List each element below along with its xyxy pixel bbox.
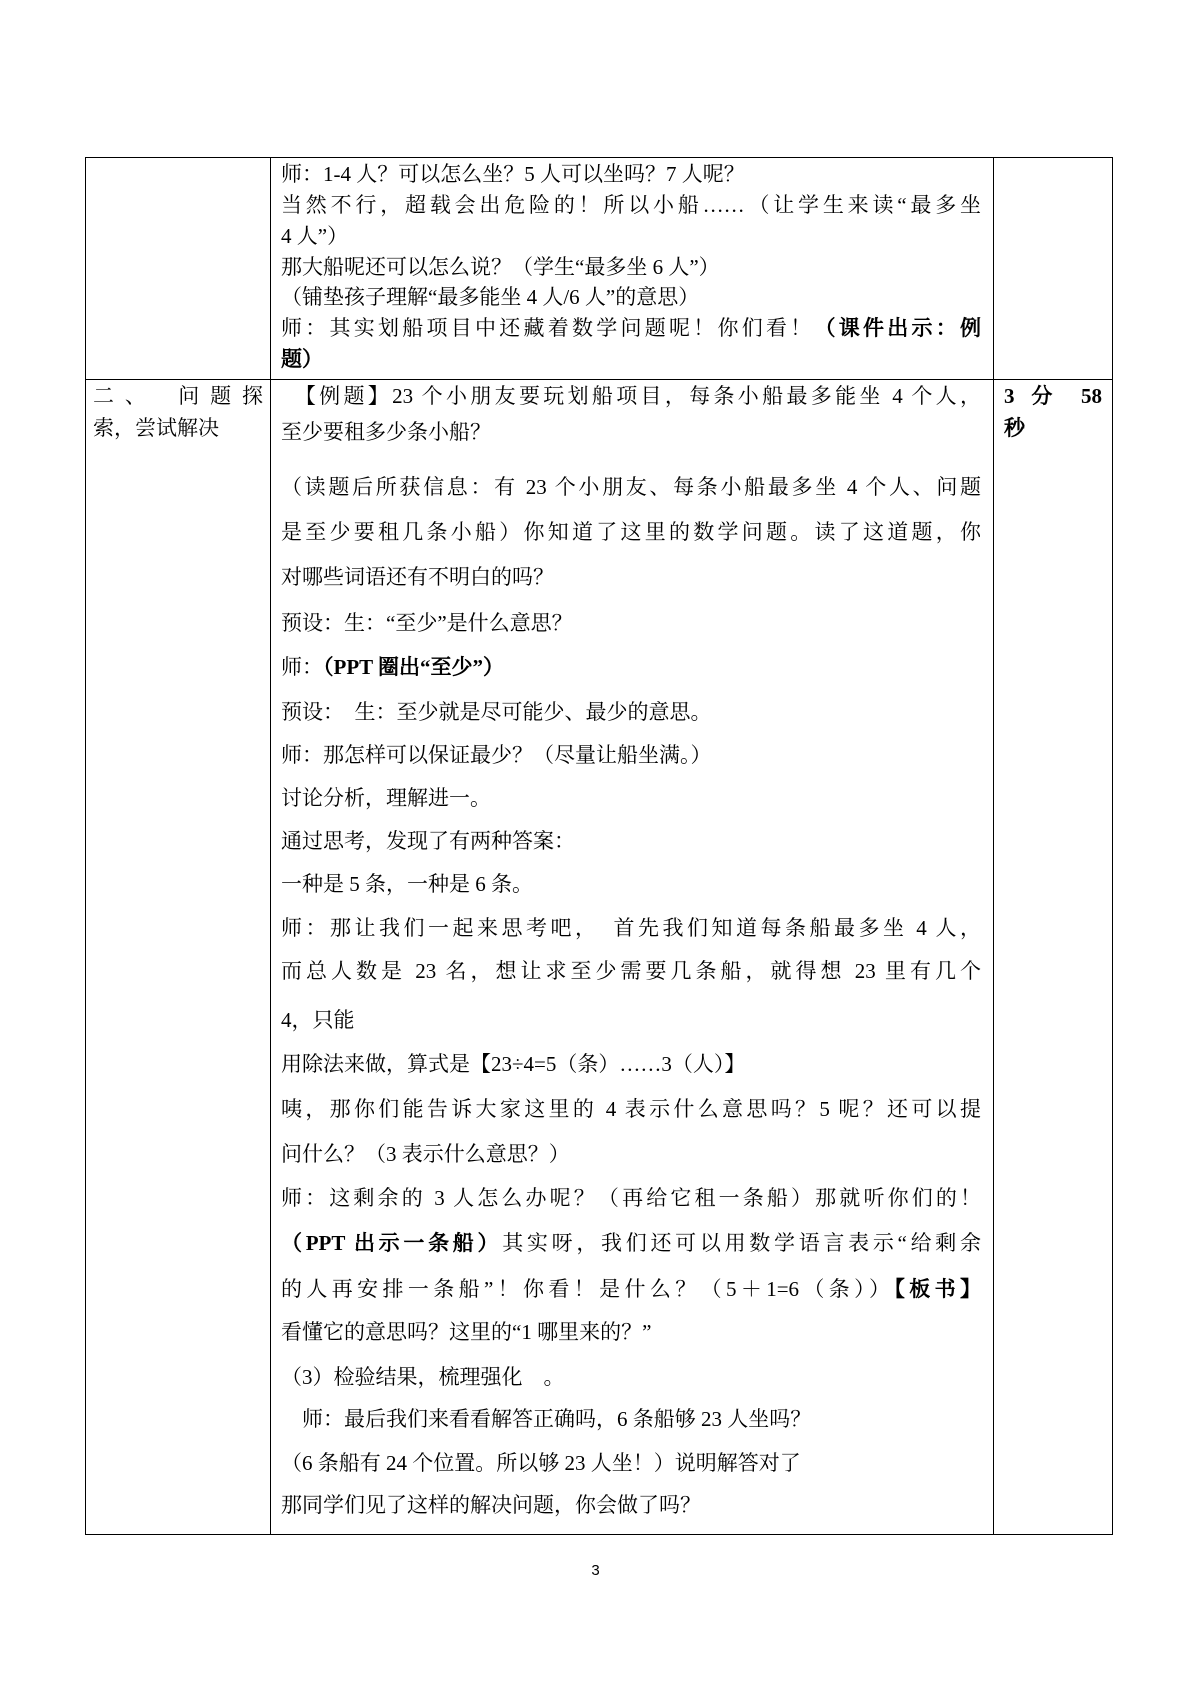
content-line: 那同学们见了这样的解决问题，你会做了吗？ xyxy=(281,1493,701,1517)
content-line: 师：最后我们来看看解答正确吗，6 条船够 23 人坐吗？ xyxy=(281,1407,812,1431)
content-line: （6 条船有 24 个位置。所以够 23 人坐！）说明解答对了 xyxy=(281,1451,801,1475)
time-duration-line: 3 分 58 xyxy=(1004,384,1102,408)
content-line: 当然不行，超载会出危险的！所以小船……（让学生来读“最多坐 xyxy=(281,193,981,217)
content-line: 师：那怎样可以保证最少？（尽量让船坐满。） xyxy=(281,743,712,767)
section-cell xyxy=(85,379,270,1535)
content-line: 4，只能 xyxy=(281,1008,355,1032)
content-line: 是至少要租几条小船）你知道了这里的数学问题。读了这道题，你 xyxy=(281,520,981,544)
content-line: 师：这剩余的 3 人怎么办呢？（再给它租一条船）那就听你们的！ xyxy=(281,1186,981,1210)
content-line: 而总人数是 23 名，想让求至少需要几条船，就得想 23 里有几个 xyxy=(281,959,981,983)
content-line xyxy=(281,313,981,343)
content-line-text: 的人再安排一条船”！你看！是什么？（5＋1=6（条）） xyxy=(281,1277,895,1301)
section-cell xyxy=(85,157,270,379)
section-title-line: 二、 问题探 xyxy=(93,384,263,408)
bold-emphasis: （PPT 圈出“至少”） xyxy=(323,655,505,679)
bold-emphasis: 【板书】 xyxy=(894,1277,981,1301)
content-line xyxy=(281,1274,981,1304)
content-line: 通过思考，发现了有两种答案： xyxy=(281,829,575,853)
time-duration-line: 秒 xyxy=(1004,416,1025,440)
lesson-plan-table xyxy=(85,157,1113,1535)
section-title-line: 索，尝试解决 xyxy=(93,416,219,440)
time-cell xyxy=(993,379,1113,1535)
content-line: 【例题】23 个小朋友要玩划船项目，每条小船最多能坐 4 个人， xyxy=(281,384,981,408)
content-line: 讨论分析，理解进一。 xyxy=(281,786,491,810)
content-line: 一种是 5 条，一种是 6 条。 xyxy=(281,872,533,896)
bold-emphasis: （课件出示：例 xyxy=(814,316,981,340)
content-line: 预设： 生：至少就是尽可能少、最少的意思。 xyxy=(281,700,712,724)
content-line-text: 师： xyxy=(281,655,323,679)
content-line xyxy=(281,652,981,682)
table-row xyxy=(85,157,1113,379)
content-line: 4 人”） xyxy=(281,224,349,248)
content-line: （铺垫孩子理解“最多能坐 4 人/6 人”的意思） xyxy=(281,285,700,309)
content-line-text: 师：其实划船项目中还藏着数学问题呢！你们看！ xyxy=(281,316,815,340)
content-line xyxy=(281,344,981,374)
content-line: 那大船呢还可以怎么说？（学生“最多坐 6 人”） xyxy=(281,255,720,279)
content-line: 用除法来做，算式是【23÷4=5（条）……3（人）】 xyxy=(281,1052,746,1076)
content-line: 问什么？（3 表示什么意思？） xyxy=(281,1142,570,1166)
content-line: 看懂它的意思吗？这里的“1 哪里来的？” xyxy=(281,1320,652,1344)
content-line: 师：那让我们一起来思考吧， 首先我们知道每条船最多坐 4 人， xyxy=(281,916,981,940)
page-number: 3 xyxy=(591,1562,600,1579)
content-cell xyxy=(270,379,993,1535)
content-line-text: 其实呀，我们还可以用数学语言表示“给剩余 xyxy=(502,1231,981,1255)
content-line: 师：1-4 人？可以怎么坐？5 人可以坐吗？7 人呢？ xyxy=(281,162,745,186)
table-row xyxy=(85,379,1113,1535)
content-line: （读题后所获信息：有 23 个小朋友、每条小船最多坐 4 个人、问题 xyxy=(281,475,981,499)
content-line: 至少要租多少条小船？ xyxy=(281,420,491,444)
content-line xyxy=(281,1228,981,1258)
content-line: 预设：生：“至少”是什么意思？ xyxy=(281,611,573,635)
content-cell xyxy=(270,157,993,379)
content-line: 咦，那你们能告诉大家这里的 4 表示什么意思吗？5 呢？还可以提 xyxy=(281,1097,981,1121)
bold-emphasis: 题） xyxy=(281,347,323,371)
content-line: 对哪些词语还有不明白的吗？ xyxy=(281,565,554,589)
time-cell xyxy=(993,157,1113,379)
content-line: （3）检验结果，梳理强化 。 xyxy=(281,1365,565,1389)
bold-emphasis: （PPT 出示一条船） xyxy=(281,1231,503,1255)
